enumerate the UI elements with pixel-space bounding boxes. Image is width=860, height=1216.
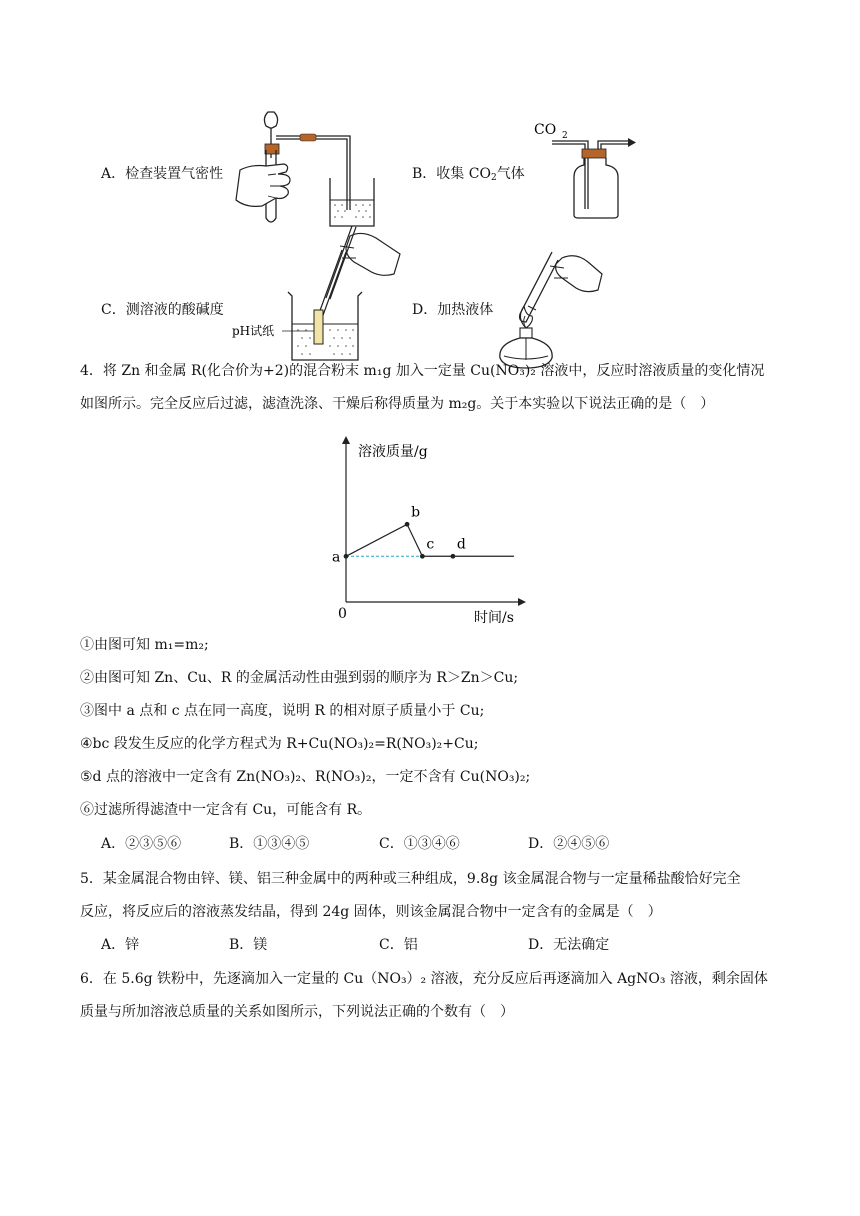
svg-text:2: 2	[562, 131, 568, 141]
q4-statement-2: ②由图可知 Zn、Cu、R 的金属活动性由强到弱的顺序为 R＞Zn＞Cu;	[80, 670, 519, 686]
q4-choice-a[interactable]: A．②③⑤⑥	[101, 836, 182, 852]
q4-statement-3: ③图中 a 点和 c 点在同一高度，说明 R 的相对原子质量小于 Cu;	[80, 703, 485, 719]
svg-text:pH试纸: pH试纸	[232, 324, 275, 338]
q4-statement-5: ⑤d 点的溶液中一定含有 Zn(NO₃)₂、R(NO₃)₂，一定不含有 Cu(NO₃)₂;	[80, 769, 531, 785]
point-label-a: a	[332, 549, 341, 566]
q4-choice-d[interactable]: D．②④⑤⑥	[528, 836, 610, 852]
q5-choice-b[interactable]: B．镁	[229, 937, 268, 953]
q5-stem-line1: 5．某金属混合物由锌、镁、铝三种金属中的两种或三种组成，9.8g 该金属混合物与一定量稀盐酸恰好完全	[80, 871, 741, 887]
heating-liquid-figure	[490, 244, 608, 370]
data-point-b	[405, 522, 410, 527]
option-a-label: A．检查装置气密性	[101, 166, 224, 182]
q4-statement-4: ④bc 段发生反应的化学方程式为 R+Cu(NO₃)₂=R(NO₃)₂+Cu;	[80, 736, 479, 752]
q4-choice-b[interactable]: B．①③④⑤	[229, 836, 310, 852]
airtightness-apparatus-figure	[232, 108, 382, 230]
co2-collection-bottle-figure	[530, 117, 640, 221]
q5-choice-d[interactable]: D．无法确定	[528, 937, 610, 953]
axes	[342, 436, 526, 606]
q4-stem-line1: 4．将 Zn 和金属 R(化合价为+2)的混合粉末 m₁g 加入一定量 Cu(NO₃)₂ 溶液中，反应时溶液质量的变化情况	[80, 363, 765, 379]
q6-stem-line2: 质量与所加溶液总质量的关系如图所示，下列说法正确的个数有（ ）	[80, 1004, 514, 1020]
point-label-b: b	[411, 504, 421, 521]
solution-mass-chart	[320, 436, 530, 628]
data-point-d	[451, 554, 456, 559]
q5-choice-a[interactable]: A．锌	[101, 937, 140, 953]
y-axis-label: 溶液质量/g	[358, 444, 428, 460]
q4-choice-c[interactable]: C．①③④⑥	[379, 836, 460, 852]
q5-choice-c[interactable]: C．铝	[379, 937, 418, 953]
option-b-label: B．收集 $CO_2$气体	[412, 166, 525, 183]
ph-test-figure	[230, 218, 410, 368]
q4-statement-6: ⑥过滤所得滤渣中一定含有 Cu，可能含有 R。	[80, 802, 372, 818]
q4-statement-1: ①由图可知 m₁=m₂;	[80, 637, 209, 653]
option-d-label: D．加热液体	[412, 302, 494, 318]
point-label-c: c	[426, 536, 435, 553]
svg-text:CO: CO	[534, 122, 557, 138]
q5-stem-line2: 反应，将反应后的溶液蒸发结晶，得到 24g 固体，则该金属混合物中一定含有的金属是（ ）	[80, 904, 662, 920]
q4-stem-line2: 如图所示。完全反应后过滤，滤渣洗涤、干燥后称得质量为 m₂g。关于本实验以下说法正确的是（ ）	[80, 396, 715, 412]
data-point-c	[420, 554, 425, 559]
data-point-a	[344, 554, 349, 559]
x-axis-label: 时间/s	[474, 610, 514, 626]
origin-label: 0	[338, 606, 347, 622]
option-c-label: C．测溶液的酸碱度	[101, 302, 224, 318]
q6-stem-line1: 6．在 5.6g 铁粉中，先逐滴加入一定量的 Cu（NO₃）₂ 溶液，充分反应后再逐滴加入 AgNO₃ 溶液，剩余固体	[80, 971, 768, 987]
point-label-d: d	[456, 536, 466, 553]
